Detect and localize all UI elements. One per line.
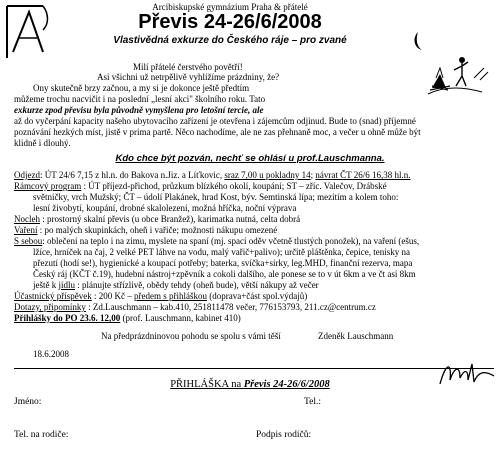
footer-author: Zdeněk Lauschmann [318,331,394,341]
campfire-illustration [410,28,492,98]
prihlasky-deadline: Přihlášky do PO 23.6. 12,00 [14,313,121,323]
page-title: Převis 24-26/6/2008 [138,11,322,33]
prispevek-predem: předem s přihláškou [133,291,207,301]
prispevek-amount: : 200 Kč – [91,291,134,301]
dotazy-line [14,302,376,313]
intro-line [14,105,263,116]
nocleh-label: Nocleh [14,214,40,224]
prihlasky-text: (prof. Lauschmann, kabinet 410) [120,313,241,323]
footer-greeting: Na předprázdninovou pohodu se spolu s vámi těší [101,331,281,341]
ramcovy-line [14,181,387,192]
form-jmeno-label: Jméno: [14,397,42,407]
jidlo-line [33,280,319,291]
nocleh-line [14,214,300,225]
odjezd-label: Odjezd [14,170,40,180]
odjezd-sep: ; [310,170,316,180]
form-title [60,379,440,391]
separator [14,368,494,369]
intro-line: Asi všichni už netrpělivě vyhlížíme prázdniny, že? [97,72,280,82]
prispevek-line [14,291,307,302]
jidlo-prefix: ještě k [33,280,59,290]
intro-line: klidně i dlouhý. [14,138,71,148]
nocleh-text: : prostorný skalní převis (u obce Branžež), karimatka nutná, celta dobrá [40,214,301,224]
odjezd-sraz: sraz 7,00 u pokladny 14 [224,170,311,180]
vareni-label: Vaření [14,225,38,235]
sebou-line: Český ráj (KČT č.19), hudební nástroj+zpěvník a cokoli dalšího, ale ponese se to v út 6km a ve čt asi 8km [33,269,416,279]
intro-line: Ony skutečně brzy začnou, a my si je dokonce ještě předtím [33,83,250,93]
sebou-label: S sebou [14,236,43,246]
vareni-line [14,225,277,236]
form-tel-rodice-label: Tel. na rodiče: [14,430,69,440]
ramcovy-line: lesní živobytí, koupání, drobné skalolezení, možná hříčka, noční výprava [33,203,297,213]
sebou-line [14,236,419,247]
dotazy-label: Dotazy, připomínky [14,302,86,312]
intro-line: Milí přátelé čerstvého povětří! [133,62,243,72]
form-tel-label: Tel.: [304,397,322,407]
intro-line: můžeme trochu nacvičit i na poslední „lesní akci" školního roku. Tato [14,94,266,104]
prihlasky-line [14,313,241,324]
ramcovy-label: Rámcový program [14,181,82,191]
sebou-line: přezutí (hodí se!), hygienické a koupací potřeby; baterka, svíčka+sirky, leg.MHD, finanční rezerva, mapa [33,258,413,268]
sebou-text: : oblečení na teplo i na zimu, myslete na spaní (mj. spací oděv včetně tlustých ponožek), na vaření (ešus, [42,236,420,246]
prispevek-note: (doprava+část spol.výdajů) [206,291,308,301]
page-subtitle: Vlastivědná exkurze do Českého ráje – pro zvané [113,35,347,46]
intro-line: až do vyčerpání kapacity našeho ubytovacího zařízení je otevřena i zájemcům odjinud. Bude to (snad) příjemné [14,116,416,126]
jidlo-text: : plánujte střízlivě, obědy tehdy (oheň bude), větší nákupy až večer [75,280,319,290]
intro-exkurze-emphasis: exkurze zpod převisu byla původně vymyšlena pro letošní tercie, ale [14,105,264,115]
form-podpis-label: Podpis rodičů: [256,430,312,440]
signature [438,358,496,388]
form-title-event: Převis 24-26/6/2008 [243,379,330,390]
prispevek-label: Účastnický příspěvek [14,291,92,301]
odjezd-navrat: návrat ČT 26/6 16,38 hl.n. [315,170,411,180]
form-title-prefix: PŘIHLÁŠKA na [170,379,244,390]
vareni-text: : po malých skupinkách, oheň i vařiče; možnosti nákupu omezené [37,225,278,235]
intro-line: poznávání hezkých míst, jistě v prima partě. Něco nachodíme, ale ne zas přehnaně moc, a večer u ohně může být [14,127,421,137]
odjezd-text: : ÚT 24/6 7,15 z hl.n. do Bakova n.Jiz. a Líťkovic, [40,170,225,180]
jidlo-label: jídlu [58,280,76,290]
school-logo [3,2,53,62]
footer-date: 18.6.2008 [33,349,69,359]
dotazy-text: : Zd.Lauschmann – kab.410, 251811478 večer, 776153793, 211.cz@centrum.cz [85,302,376,312]
ramcovy-text: : ÚT příjezd-přichod, průzkum blízkého okolí, koupání; ST – zříc. Valečov, Drábské [81,181,387,191]
sebou-line: lžíce, hrníček na čaj, 2 velké PET láhve na vodu, malý vařič+palivo); určitě pláštěnka, čepice, tenisky na [33,247,411,257]
school-name: Arcibiskupské gymnázium Praha & přátelé [152,2,308,12]
ramcovy-line: světničky, vrch Mužský; ČT – údolí Plakánek, hrad Kost, býv. Semtinská lípa; mezitím a kolem toho: [33,192,399,202]
call-to-action: Kdo chce být pozván, nechť se ohlásí u prof.Lauschmanna. [115,153,385,164]
odjezd-line [14,170,410,181]
